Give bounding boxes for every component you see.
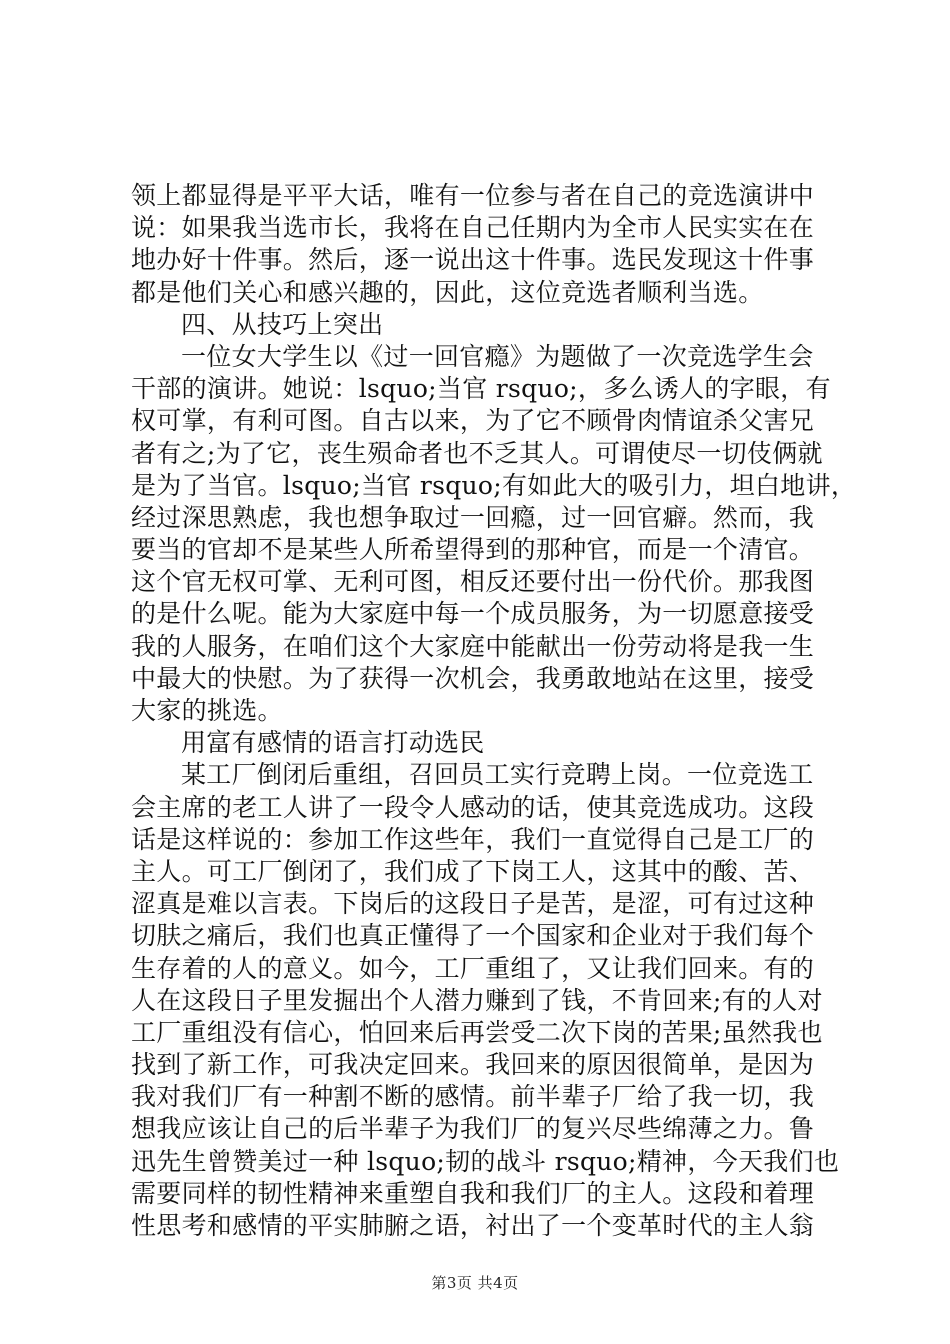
text-line: 工厂重组没有信心，怕回来后再尝受二次下岗的苦果;虽然我也: [131, 1017, 823, 1047]
text-line: 生存着的人的意义。如今，工厂重组了，又让我们回来。有的: [131, 953, 815, 983]
text-line: 大家的挑选。: [131, 696, 283, 725]
text-line: 需要同样的韧性精神来重塑自我和我们厂的主人。这段和着理: [131, 1178, 815, 1208]
section-heading: 四、从技巧上突出: [181, 309, 384, 339]
text-line: 迅先生曾赞美过一种 lsquo;韧的战斗 rsquo;精神，今天我们也: [131, 1146, 840, 1176]
text-line: 会主席的老工人讲了一段令人感动的话，使其竞选成功。这段: [131, 792, 815, 822]
text-line: 要当的官却不是某些人所希望得到的那种官，而是一个清官。: [131, 535, 815, 565]
text-line: 干部的演讲。她说：lsquo;当官 rsquo;，多么诱人的字眼，有: [131, 374, 831, 404]
page-number-footer: 第3页 共4页: [431, 1274, 519, 1292]
text-line: 权可掌，有利可图。自古以来，为了它不顾骨肉情谊杀父害兄: [131, 406, 815, 436]
text-line: 地办好十件事。然后，逐一说出这十件事。选民发现这十件事: [131, 245, 815, 275]
section-heading: 用富有感情的语言打动选民: [181, 728, 485, 758]
text-line: 切肤之痛后，我们也真正懂得了一个国家和企业对于我们每个: [131, 921, 815, 951]
text-line: 中最大的快慰。为了获得一次机会，我勇敢地站在这里，接受: [131, 663, 815, 693]
text-line: 者有之;为了它，丧生殒命者也不乏其人。可谓使尽一切伎俩就: [131, 438, 823, 468]
text-line: 这个官无权可掌、无利可图，相反还要付出一份代价。那我图: [131, 567, 815, 597]
text-line: 涩真是难以言表。下岗后的这段日子是苦，是涩，可有过这种: [131, 889, 815, 919]
text-line: 找到了新工作，可我决定回来。我回来的原因很简单，是因为: [131, 1050, 815, 1080]
text-line: 都是他们关心和感兴趣的，因此，这位竞选者顺利当选。: [131, 277, 764, 307]
text-line: 我对我们厂有一种割不断的感情。前半辈子厂给了我一切，我: [131, 1082, 815, 1112]
text-line: 是为了当官。lsquo;当官 rsquo;有如此大的吸引力，坦白地讲，: [131, 470, 857, 500]
text-line: 话是这样说的：参加工作这些年，我们一直觉得自己是工厂的: [131, 824, 815, 854]
body-text: [131, 180, 857, 1242]
text-line: 领上都显得是平平大话，唯有一位参与者在自己的竞选演讲中: [131, 181, 815, 210]
text-line: 主人。可工厂倒闭了，我们成了下岗工人，这其中的酸、苦、: [131, 856, 815, 886]
text-line: 性思考和感情的平实肺腑之语，衬出了一个变革时代的主人翁: [131, 1211, 815, 1240]
text-line: 说：如果我当选市长，我将在自己任期内为全市人民实实在在: [131, 213, 815, 243]
text-line: 我的人服务，在咱们这个大家庭中能献出一份劳动将是我一生: [131, 631, 815, 661]
text-line: 经过深思熟虑，我也想争取过一回瘾，过一回官癖。然而，我: [131, 502, 815, 532]
text-line: 人在这段日子里发掘出个人潜力赚到了钱，不肯回来;有的人对: [131, 985, 823, 1015]
text-line: 某工厂倒闭后重组，召回员工实行竞聘上岗。一位竞选工: [181, 760, 814, 790]
text-line: 想我应该让自己的后半辈子为我们厂的复兴尽些绵薄之力。鲁: [131, 1114, 815, 1144]
text-line: 的是什么呢。能为大家庭中每一个成员服务，为一切愿意接受: [131, 599, 815, 629]
text-line: 一位女大学生以《过一回官瘾》为题做了一次竞选学生会: [181, 341, 814, 371]
